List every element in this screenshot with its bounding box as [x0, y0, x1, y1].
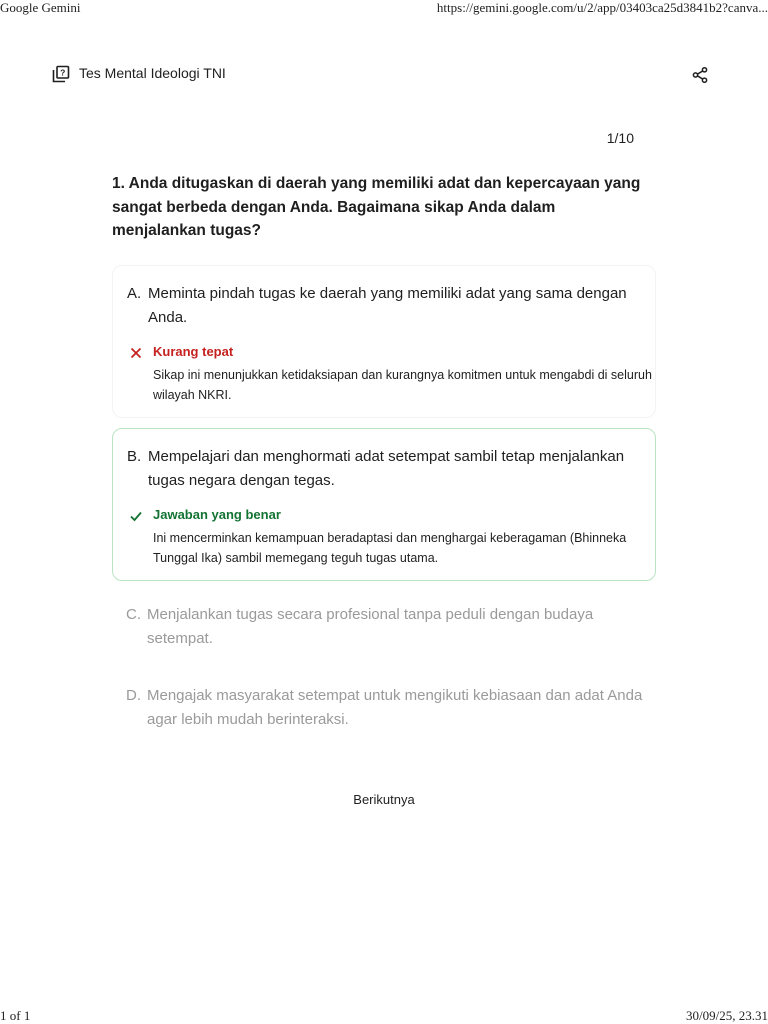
option-letter: D. [126, 687, 141, 704]
feedback-text: Sikap ini menunjukkan ketidaksiapan dan kurangnya komitmen untuk mengabdi di seluruh wilayah NKRI. [153, 368, 652, 402]
app-bar [52, 63, 712, 89]
option-text: Menjalankan tugas secara profesional tanpa peduli dengan budaya setempat. [147, 606, 594, 647]
answer-option-b[interactable] [112, 428, 656, 581]
answer-option-c[interactable] [112, 598, 656, 660]
svg-text:?: ? [60, 67, 66, 78]
option-text: Mengajak masyarakat setempat untuk mengikuti kebiasaan dan adat Anda agar lebih mudah berinteraksi. [147, 687, 643, 728]
answer-option-a[interactable] [112, 265, 656, 418]
check-icon [129, 509, 143, 523]
option-text: Meminta pindah tugas ke daerah yang memiliki adat yang sama dengan Anda. [148, 285, 627, 326]
feedback-title: Kurang tepat [153, 344, 234, 359]
question-counter: 1/10 [606, 130, 634, 146]
option-letter: A. [127, 285, 142, 302]
page-title: Tes Mental Ideologi TNI [79, 65, 226, 81]
feedback-title: Jawaban yang benar [153, 507, 281, 522]
answer-option-d[interactable] [112, 679, 656, 741]
option-text: Mempelajari dan menghormati adat setempat sambil tetap menjalankan tugas negara dengan tegas. [148, 448, 625, 489]
option-letter: B. [127, 448, 142, 465]
print-timestamp: 30/09/25, 23.31 [686, 1008, 768, 1023]
print-header-title: Google Gemini [0, 0, 81, 15]
close-icon [129, 346, 143, 360]
feedback-text: Ini mencerminkan kemampuan beradaptasi dan menghargai keberagaman (Bhinneka Tunggal Ika) sambil memegang teguh tugas utama. [153, 531, 627, 565]
option-letter: C. [126, 606, 141, 623]
share-icon [691, 66, 709, 84]
question-text: 1. Anda ditugaskan di daerah yang memiliki adat dan kepercayaan yang sangat berbeda dengan Anda. Bagaimana sikap Anda dalam menjalankan tugas? [112, 175, 641, 239]
share-button[interactable] [688, 63, 712, 87]
next-button[interactable]: Berikutnya [353, 792, 415, 807]
quiz-icon [52, 65, 70, 83]
print-header-url: https://gemini.google.com/u/2/app/03403ca25d3841b2?canva... [436, 0, 768, 15]
print-page-count: 1 of 1 [0, 1008, 31, 1023]
